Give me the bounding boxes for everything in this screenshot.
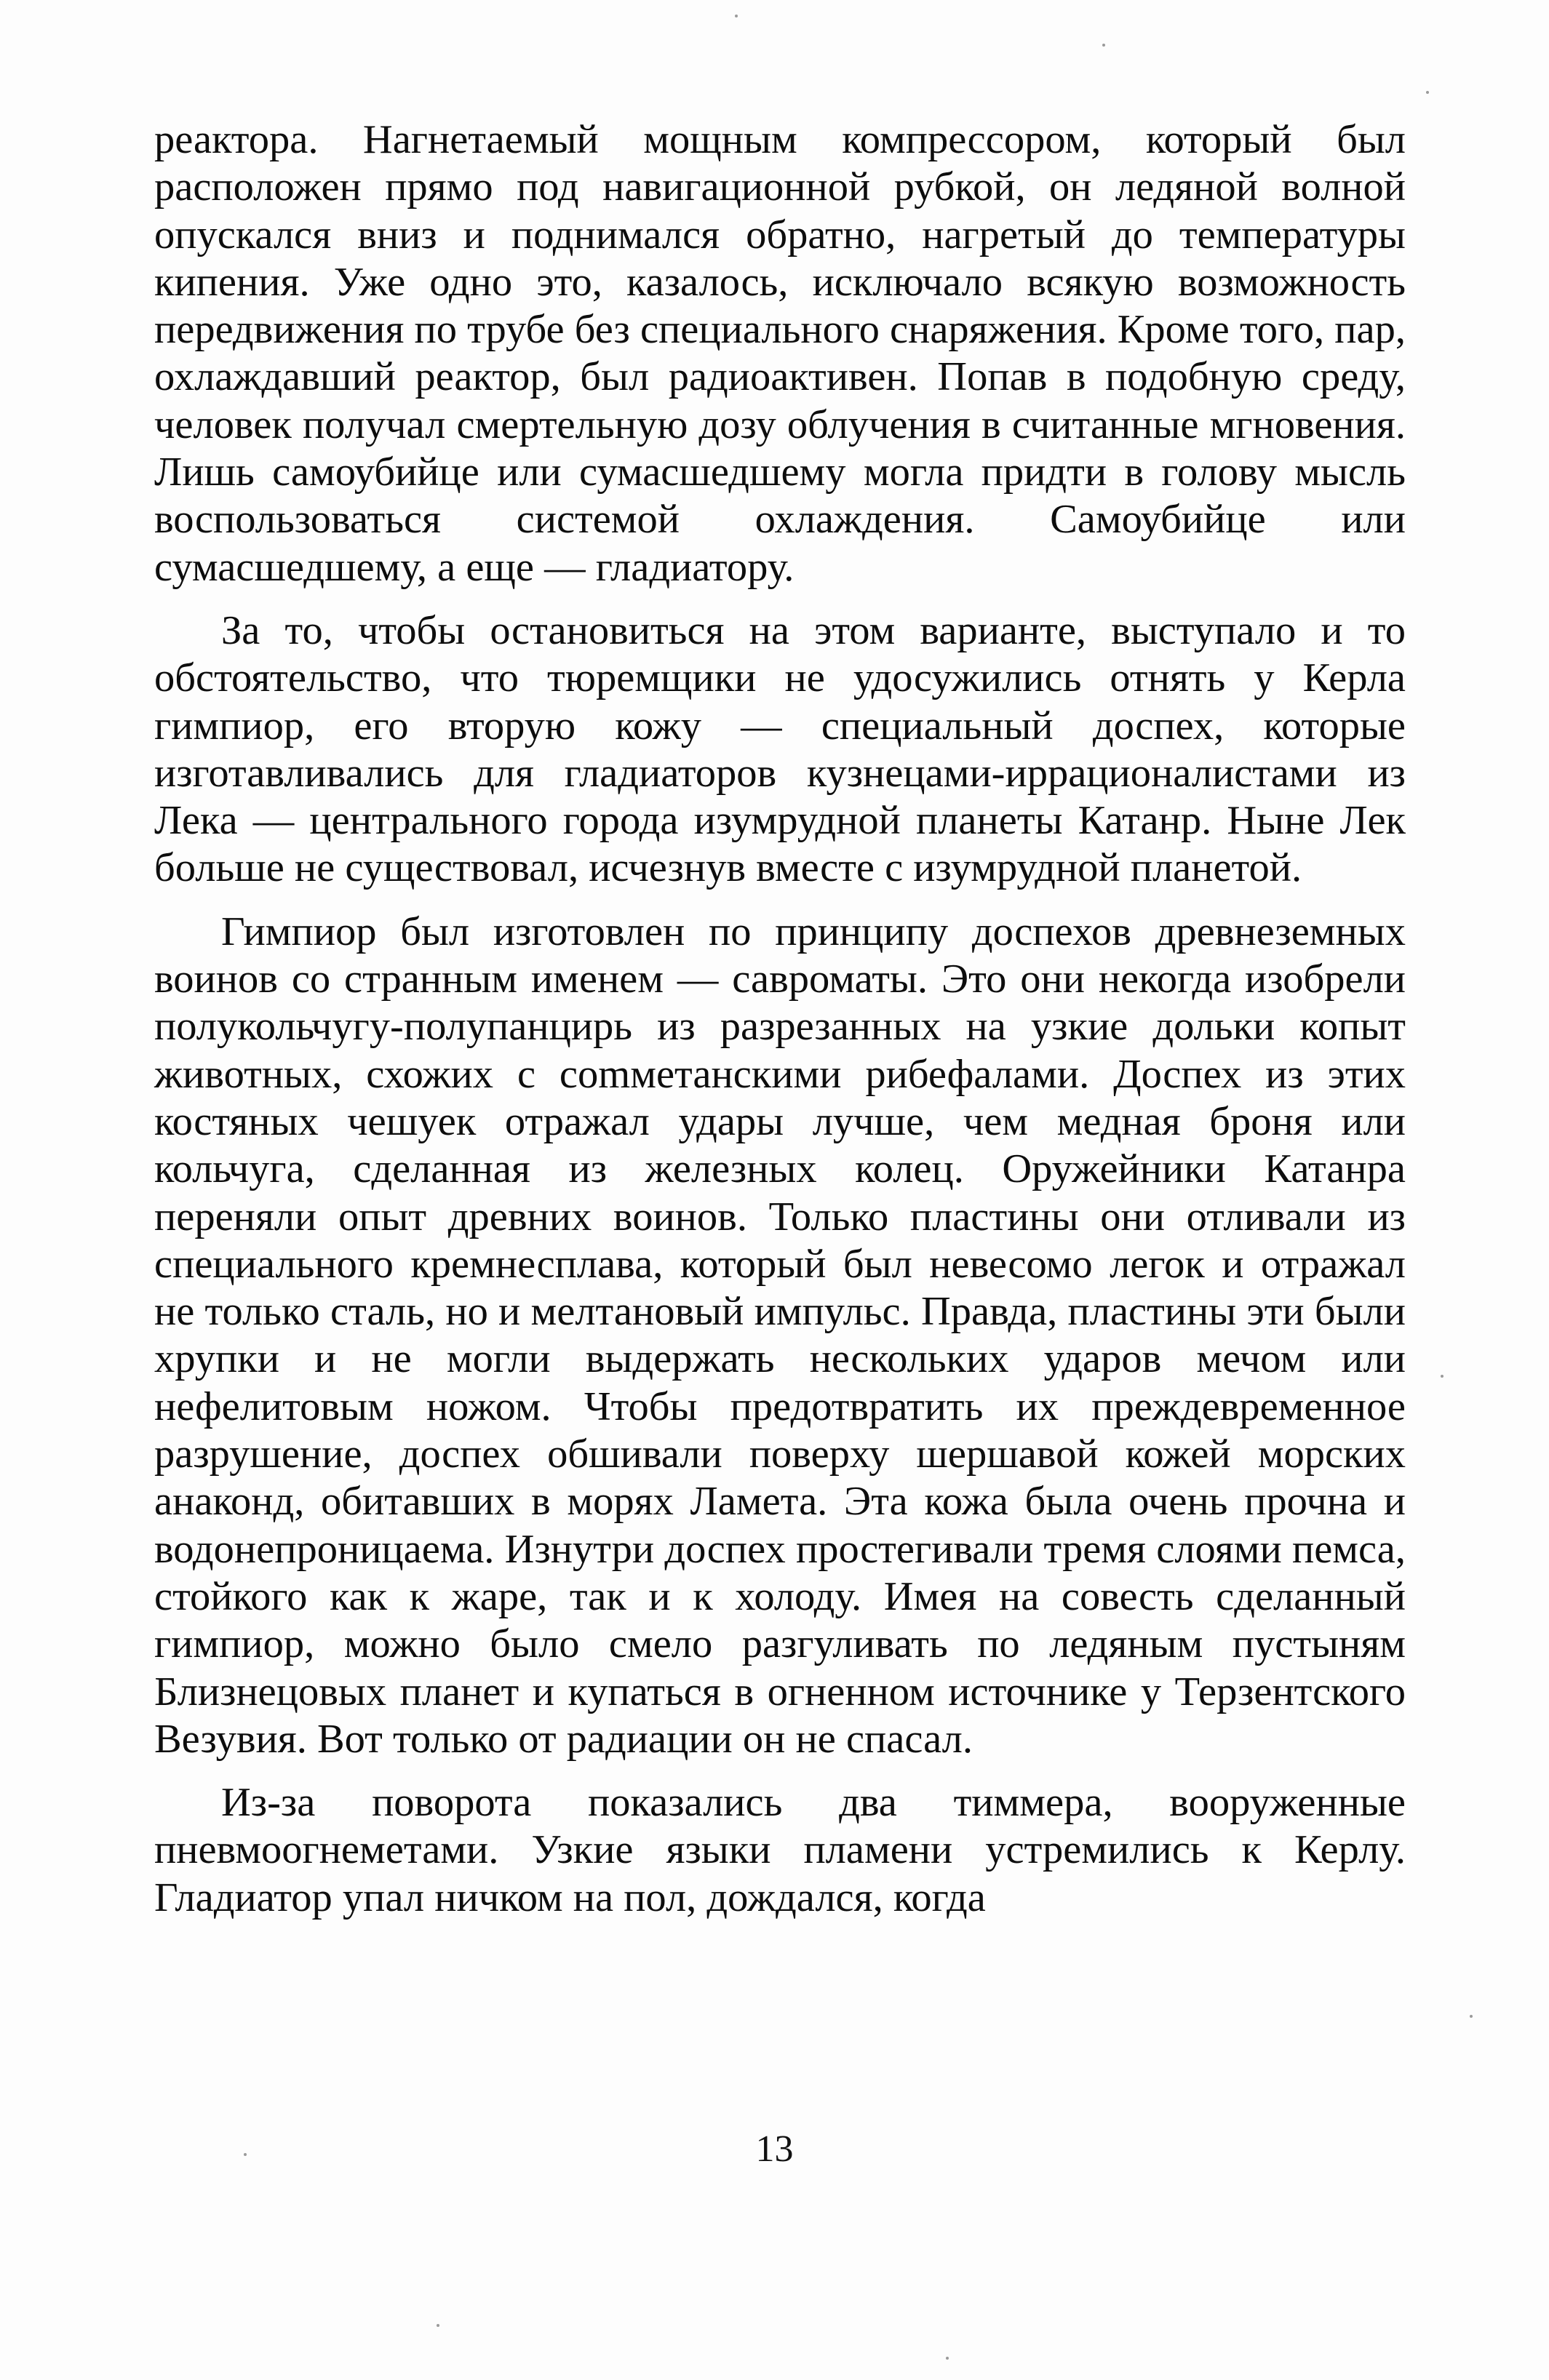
body-text xyxy=(154,116,1406,1922)
scan-speck xyxy=(735,15,738,17)
page-number: 13 xyxy=(755,2128,794,2170)
scan-speck xyxy=(437,2324,439,2327)
scan-speck xyxy=(946,2357,949,2360)
paragraph-4: Из-за поворота показались два тиммера, вооруженные пневмоогнеметами. Узкие языки пламени устремились к Керлу. Гладиатор упал ничком на пол, дождался, когда xyxy=(154,1780,1406,1920)
scan-speck xyxy=(1441,1375,1444,1378)
paragraph-3: Гимпиор был изготовлен по принципу доспехов древнеземных воинов со странным именем — савроматы. Это они некогда изобрели полукольчугу-полупанцирь из разрезанных на узкие дольки копыт животных, схожих с comметанскими рибефалами. Доспех из этих костяных чешуек отражал удары лучше, чем медная броня или кольчуга, сделанная из железных колец. Оружейники Катанра переняли опыт древних воинов. Только пластины они отливали из специального кремнесплава, который был невесомо легок и отражал не только сталь, но и мелтановый импульс. Правда, пластины эти были хрупки и не могли выдержать нескольких ударов мечом или нефелитовым ножом. Чтобы предотвратить их преждевременное разрушение, доспех обшивали поверху шершавой кожей морских анаконд, обитавших в морях Ламета. Эта кожа была очень прочна и водонепроницаема. Изнутри доспех простегивали тремя слоями пемса, стойкого как к жаре, так и к холоду. Имея на совесть сделанный гимпиор, можно было смело разгуливать по ледяным пустыням Близнецовых планет и купаться в огненном источнике у Терзентского Везувия. Вот только от радиации он не спасал. xyxy=(154,909,1406,1762)
scan-speck xyxy=(1470,2015,1473,2018)
paragraph-1: реактора. Нагнетаемый мощным компрессором, который был расположен прямо под навигационной рубкой, он ледяной волной опускался вниз и поднимался обратно, нагретый до температуры кипения. Уже одно это, казалось, исключало всякую возможность передвижения по трубе без специального снаряжения. Кроме того, пар, охлаждавший реактор, был радиоактивен. Попав в подобную среду, человек получал смертельную дозу облучения в считанные мгновения. Лишь самоубийце или сумасшедшему могла придти в голову мысль воспользоваться системой охлаждения. Самоубийце или сумасшедшему, а еще — гладиатору. xyxy=(154,117,1406,590)
scan-speck xyxy=(244,2153,247,2156)
scan-speck xyxy=(1102,44,1105,47)
paragraph-2: За то, чтобы остановиться на этом варианте, выступало и то обстоятельство, что тюремщики не удосужились отнять у Керла гимпиор, его вторую кожу — специальный доспех, которые изготавливались для гладиаторов кузнецами-иррационалистами из Лека — центрального города изумрудной планеты Катанр. Ныне Лек больше не существовал, исчезнув вместе с изумрудной планетой. xyxy=(154,607,1406,891)
scan-speck xyxy=(1426,91,1429,94)
